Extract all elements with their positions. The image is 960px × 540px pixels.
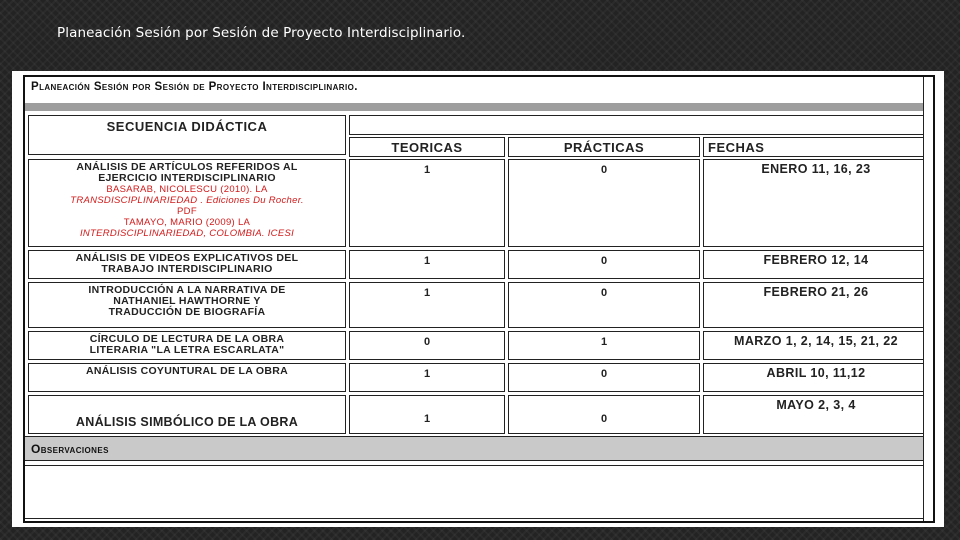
row-1-ref-5: INTERDISCIPLINARIEDAD, COLOMBIA. ICESI	[79, 228, 295, 239]
row-4-fechas	[703, 331, 929, 360]
row-6-teoricas	[349, 395, 505, 434]
row-6-activity-line-1: ANÁLISIS SIMBÓLICO DE LA OBRA	[75, 415, 299, 429]
row-5-activity-line-1: ANÁLISIS COYUNTURAL DE LA OBRA	[85, 365, 289, 377]
row-6-practicas-value: 0	[600, 413, 608, 425]
row-4-activity-line-1: CÍRCULO DE LECTURA DE LA OBRA	[89, 333, 285, 345]
document-image	[12, 71, 944, 527]
row-4-practicas	[508, 331, 700, 360]
row-1-practicas-value: 0	[600, 164, 608, 176]
row-3-practicas	[508, 282, 700, 328]
row-1-activity-line-1: ANÁLISIS DE ARTÍCULOS REFERIDOS AL	[76, 161, 298, 173]
row-3-fechas	[703, 282, 929, 328]
row-5-practicas	[508, 363, 700, 392]
header-secuencia	[28, 115, 346, 155]
row-5-activity	[28, 363, 346, 392]
row-1-activity-line-2: EJERCICIO INTERDISCIPLINARIO	[98, 172, 276, 184]
row-3-practicas-value: 0	[600, 287, 608, 299]
row-2-fechas	[703, 250, 929, 279]
row-6-teoricas-value: 1	[423, 413, 431, 425]
row-1-teoricas	[349, 159, 505, 247]
header-fechas-label: FECHAS	[708, 139, 765, 155]
header-fechas	[703, 137, 929, 157]
row-5-teoricas-value: 1	[423, 368, 431, 380]
row-5-fechas-value: ABRIL 10, 11,12	[766, 366, 866, 380]
row-1-fechas-value: ENERO 11, 16, 23	[761, 162, 871, 176]
document-title: Planeación Sesión por Sesión de Proyecto Interdisciplinario.	[31, 81, 358, 93]
row-1-activity	[28, 159, 346, 247]
row-4-practicas-value: 1	[600, 336, 608, 348]
row-1-fechas	[703, 159, 929, 247]
header-secuencia-label: SECUENCIA DIDÁCTICA	[106, 119, 268, 134]
row-3-activity-line-1: INTRODUCCIÓN A LA NARRATIVA DE	[88, 284, 286, 296]
row-6-activity	[28, 395, 346, 434]
row-5-teoricas	[349, 363, 505, 392]
row-1-teoricas-value: 1	[423, 164, 431, 176]
row-6-fechas-value: MAYO 2, 3, 4	[776, 398, 856, 412]
row-3-teoricas	[349, 282, 505, 328]
row-2-fechas-value: FEBRERO 12, 14	[763, 253, 869, 267]
row-1-ref-2: TRANSDISCIPLINARIEDAD . Ediciones Du Rocher.	[70, 195, 304, 206]
row-5-practicas-value: 0	[600, 368, 608, 380]
row-2-activity	[28, 250, 346, 279]
observaciones-band	[25, 436, 933, 461]
header-teoricas-label: TEORICAS	[391, 139, 463, 155]
header-teoricas	[349, 137, 505, 157]
header-practicas-label: PRÁCTICAS	[563, 139, 645, 155]
row-3-activity	[28, 282, 346, 328]
row-2-teoricas	[349, 250, 505, 279]
row-5-fechas	[703, 363, 929, 392]
row-6-fechas	[703, 395, 929, 434]
row-3-teoricas-value: 1	[423, 287, 431, 299]
row-1-ref-4: TAMAYO, MARIO (2009) LA	[123, 217, 251, 228]
row-1-practicas	[508, 159, 700, 247]
row-4-teoricas	[349, 331, 505, 360]
row-2-practicas-value: 0	[600, 255, 608, 267]
row-4-fechas-value: MARZO 1, 2, 14, 15, 21, 22	[734, 334, 898, 348]
row-4-activity	[28, 331, 346, 360]
row-3-fechas-value: FEBRERO 21, 26	[763, 285, 869, 299]
title-band	[25, 103, 933, 111]
slide-title: Planeación Sesión por Sesión de Proyecto Interdisciplinario.	[57, 25, 466, 41]
table-frame	[23, 75, 935, 523]
row-2-activity-line-1: ANÁLISIS DE VIDEOS EXPLICATIVOS DEL	[75, 252, 299, 264]
observaciones-label: Observaciones	[31, 442, 109, 456]
row-4-activity-line-2: LITERARIA "LA LETRA ESCARLATA"	[89, 344, 285, 356]
header-practicas	[508, 137, 700, 157]
row-2-practicas	[508, 250, 700, 279]
row-1-ref-1: BASARAB, NICOLESCU (2010). LA	[106, 184, 268, 195]
right-border-strip	[923, 77, 933, 521]
row-3-activity-line-2: NATHANIEL HAWTHORNE Y	[113, 295, 261, 307]
row-6-practicas	[508, 395, 700, 434]
row-2-activity-line-2: TRABAJO INTERDISCIPLINARIO	[101, 263, 273, 275]
row-2-teoricas-value: 1	[423, 255, 431, 267]
row-1-ref-3: PDF	[177, 206, 197, 217]
header-empty-cell	[349, 115, 929, 135]
row-3-activity-line-3: TRADUCCIÓN DE BIOGRAFÍA	[108, 306, 266, 318]
row-4-teoricas-value: 0	[423, 336, 431, 348]
observaciones-box	[25, 465, 933, 519]
